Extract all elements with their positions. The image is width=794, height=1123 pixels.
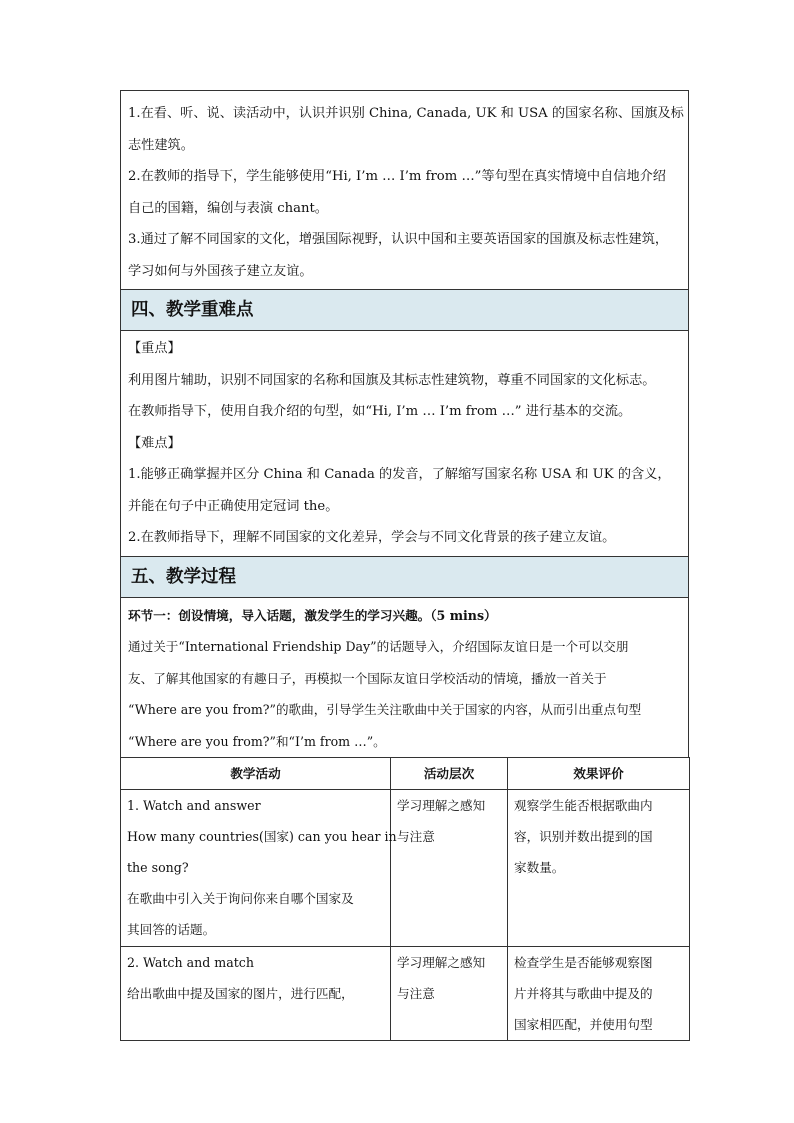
level-cell <box>391 947 508 1041</box>
cell-line: 容，识别并数出提到的国 <box>514 829 653 844</box>
header-activity: 教学活动 <box>121 758 391 790</box>
key-point-line: 在教师指导下，使用自我介绍的句型，如“Hi, I’m … I’m from …” 进行基本的交流。 <box>128 404 632 419</box>
level-cell <box>391 790 508 947</box>
goal-line: 志性建筑。 <box>128 137 194 153</box>
cell-line: 片并将其与歌曲中提及的 <box>514 986 653 1001</box>
cell-line: 与注意 <box>397 986 435 1001</box>
lesson-plan-page <box>120 90 689 1041</box>
step1-line: “Where are you from?”的歌曲，引导学生关注歌曲中关于国家的内容，从而引出重点句型 <box>128 702 642 717</box>
difficult-points-label: 【难点】 <box>128 435 181 451</box>
evaluation-cell <box>508 790 690 947</box>
goal-line: 3.通过了解不同国家的文化，增强国际视野，认识中国和主要英语国家的国旗及标志性建筑， <box>128 232 669 247</box>
key-points-label: 【重点】 <box>128 341 181 356</box>
goal-line: 1.在看、听、说、读活动中，认识并识别 China, Canada, UK 和 USA 的国家名称、国旗及标 <box>128 106 684 121</box>
cell-line: 给出歌曲中提及国家的图片，进行匹配， <box>127 986 354 1001</box>
step1-line: 通过关于“International Friendship Day”的话题导入，介绍国际友谊日是一个可以交朋 <box>128 639 629 654</box>
activity-cell <box>121 947 391 1041</box>
teaching-goals-block <box>120 90 689 289</box>
step1-title: 环节一：创设情境，导入话题，激发学生的学习兴趣。（5 mins） <box>128 607 497 623</box>
goal-line: 学习如何与外国孩子建立友谊。 <box>128 263 313 279</box>
goal-line: 自己的国籍，编创与表演 chant。 <box>128 200 328 216</box>
step1-line: 友、了解其他国家的有趣日子，再模拟一个国际友谊日学校活动的情境，播放一首关于 <box>128 670 607 686</box>
difficult-point-line: 并能在句子中正确使用定冠词 the。 <box>128 498 339 514</box>
cell-line: 学习理解之感知 <box>397 798 486 813</box>
cell-line: 2. Watch and match <box>127 955 254 970</box>
cell-line: 观察学生能否根据歌曲内 <box>514 798 653 813</box>
key-difficult-block <box>120 330 689 556</box>
cell-line: 学习理解之感知 <box>397 955 486 970</box>
cell-line: 检查学生是否能够观察图 <box>514 955 653 970</box>
cell-line: How many countries(国家) can you hear in <box>127 829 397 844</box>
header-level: 活动层次 <box>391 758 508 790</box>
cell-line: 与注意 <box>397 829 435 844</box>
cell-line: 1. Watch and answer <box>127 798 261 813</box>
activity-cell <box>121 790 397 947</box>
table-row <box>121 790 690 947</box>
cell-line: 国家相匹配，并使用句型 <box>514 1017 653 1032</box>
section-heading-process: 五、教学过程 <box>120 556 689 597</box>
table-header-row <box>121 758 690 790</box>
cell-line: 在歌曲中引入关于询问你来自哪个国家及 <box>127 891 354 906</box>
header-evaluation: 效果评价 <box>508 758 690 790</box>
goal-line: 2.在教师的指导下，学生能够使用“Hi, I’m … I’m from …”等句型在真实情境中自信地介绍 <box>128 169 666 184</box>
cell-line: the song? <box>127 860 189 875</box>
key-point-line: 利用图片辅助，识别不同国家的名称和国旗及其标志性建筑物，尊重不同国家的文化标志。 <box>128 372 656 388</box>
difficult-point-line: 1.能够正确掌握并区分 China 和 Canada 的发音，了解缩写国家名称 USA 和 UK 的含义， <box>128 467 671 482</box>
cell-line: 家数量。 <box>514 860 565 875</box>
step1-line: “Where are you from?”和“I’m from …”。 <box>128 733 386 749</box>
section-heading-key-difficult: 四、教学重难点 <box>120 289 689 330</box>
cell-line: 其回答的话题。 <box>127 922 216 937</box>
activity-table <box>120 757 690 1041</box>
difficult-point-line: 2.在教师指导下，理解不同国家的文化差异，学会与不同文化背景的孩子建立友谊。 <box>128 530 616 545</box>
process-intro-block <box>120 597 689 758</box>
evaluation-cell <box>508 947 690 1041</box>
table-row <box>121 947 690 1041</box>
